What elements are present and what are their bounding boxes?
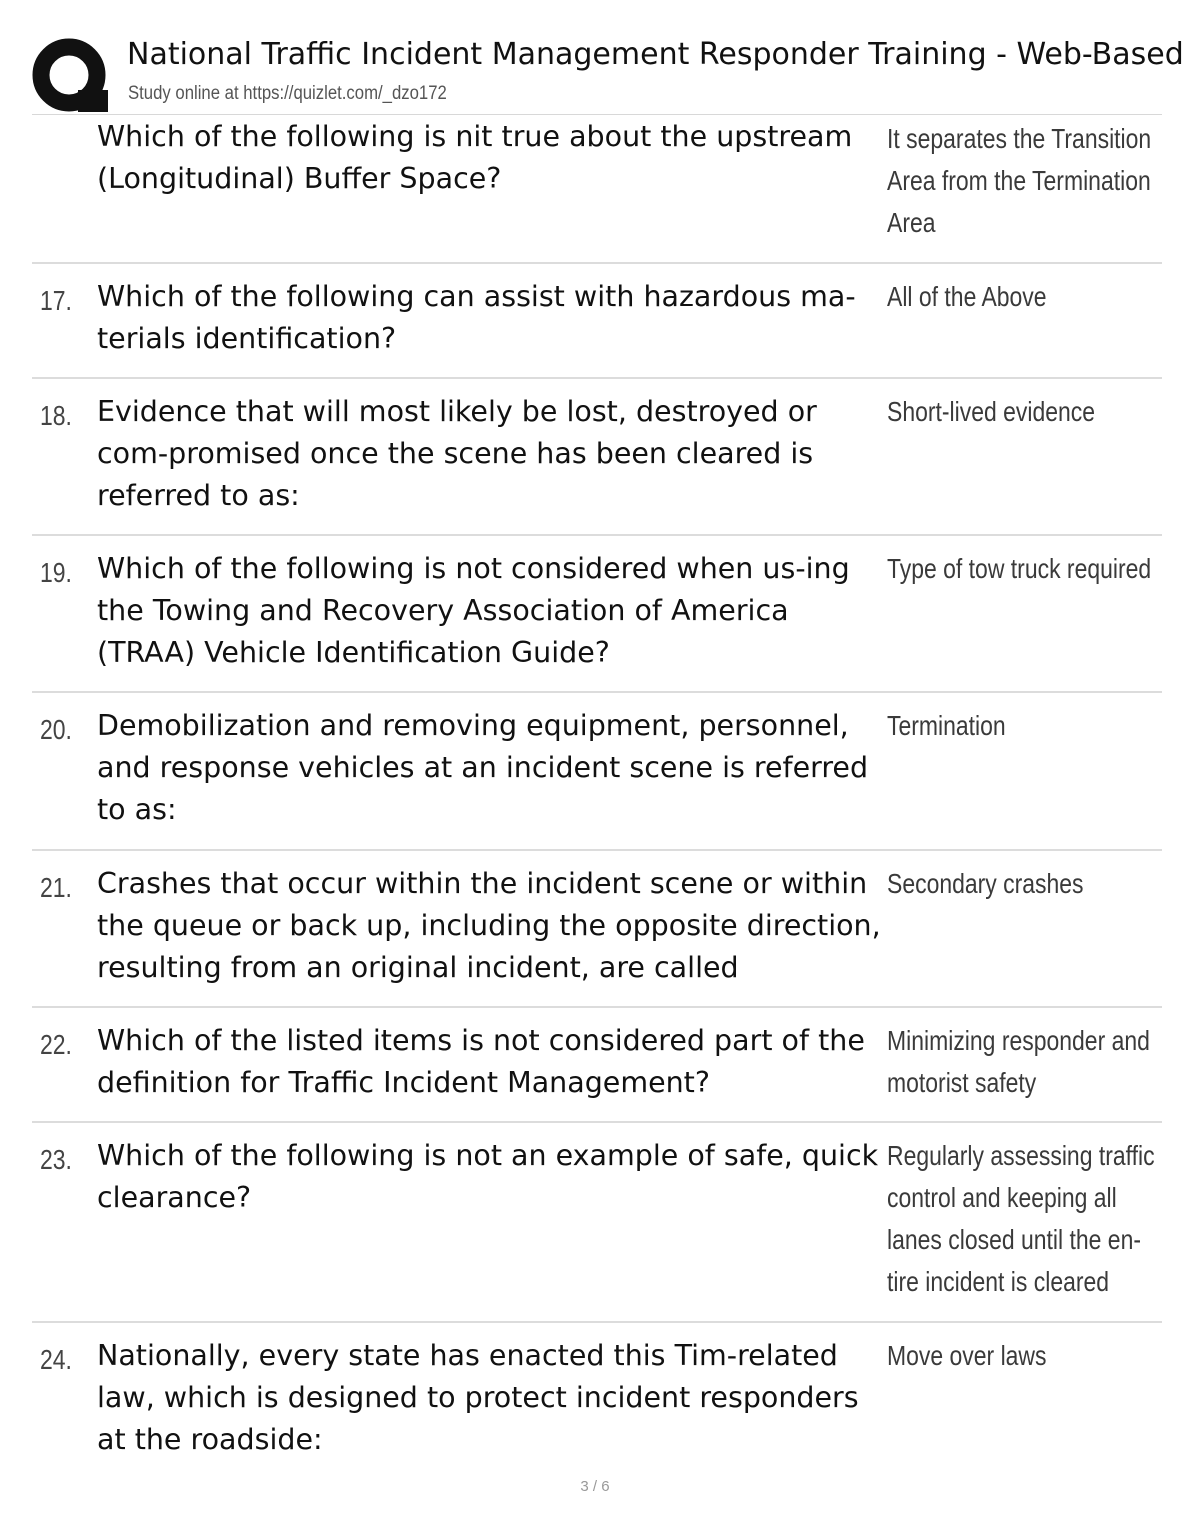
flashcard bbox=[32, 693, 1162, 851]
page-header bbox=[30, 30, 1184, 112]
card-answer bbox=[887, 863, 1162, 905]
card-question: Which of the listed items is not considered part of the definition for Traffic Incident Management? bbox=[97, 1024, 865, 1099]
flashcard bbox=[32, 379, 1162, 536]
flashcard bbox=[32, 1008, 1162, 1123]
flashcard bbox=[32, 1123, 1162, 1323]
answer-line: tire incident is cleared bbox=[887, 1266, 1110, 1297]
card-question: Demobilization and removing equipment, personnel, and response vehicles at an incident scene is referred to as: bbox=[97, 709, 869, 826]
card-question: Which of the following can assist with hazardous ma-terials identification? bbox=[97, 280, 856, 355]
answer-line: It separates the Transition bbox=[887, 123, 1152, 154]
flashcard-list bbox=[32, 115, 1162, 1473]
card-number: 20. bbox=[40, 714, 72, 745]
flashcard bbox=[32, 851, 1162, 1008]
answer-line: Minimizing responder and bbox=[887, 1025, 1150, 1056]
answer-line: Secondary crashes bbox=[887, 868, 1084, 899]
answer-line: Termination bbox=[887, 710, 1006, 741]
card-number: 17. bbox=[40, 285, 72, 316]
document-title: National Traffic Incident Management Responder Training - Web-Based bbox=[127, 37, 1184, 72]
card-answer bbox=[887, 1020, 1162, 1104]
card-answer bbox=[887, 548, 1162, 590]
study-online-link[interactable]: Study online at https://quizlet.com/_dzo172 bbox=[128, 83, 447, 104]
card-question: Evidence that will most likely be lost, destroyed or com-promised once the scene has been cleared is referred to as: bbox=[97, 395, 817, 512]
card-answer bbox=[887, 1135, 1162, 1303]
card-number: 18. bbox=[40, 400, 72, 431]
answer-line: motorist safety bbox=[887, 1067, 1037, 1098]
card-answer bbox=[887, 1335, 1162, 1377]
card-question: Which of the following is not considered when us-ing the Towing and Recovery Association of America (TRAA) Vehicle Identification Guide? bbox=[97, 552, 850, 669]
flashcard bbox=[32, 115, 1162, 264]
answer-line: lanes closed until the en- bbox=[887, 1224, 1141, 1255]
card-number: 23. bbox=[40, 1144, 72, 1175]
card-question: Which of the following is nit true about the upstream (Longitudinal) Buffer Space? bbox=[97, 120, 853, 195]
card-number: 22. bbox=[40, 1029, 72, 1060]
flashcard bbox=[32, 536, 1162, 693]
answer-line: Regularly assessing traffic bbox=[887, 1140, 1155, 1171]
answer-line: All of the Above bbox=[887, 281, 1047, 312]
answer-line: Area from the Termination bbox=[887, 165, 1151, 196]
card-number: 19. bbox=[40, 557, 72, 588]
flashcard bbox=[32, 1323, 1162, 1473]
card-number: 21. bbox=[40, 872, 72, 903]
answer-line: Area bbox=[887, 207, 936, 238]
card-answer bbox=[887, 276, 1162, 318]
card-question: Nationally, every state has enacted this Tim-related law, which is designed to protect incident responders at the roadside: bbox=[97, 1339, 859, 1456]
quizlet-logo-icon bbox=[32, 38, 110, 116]
answer-line: Type of tow truck required bbox=[887, 553, 1152, 584]
card-number: 24. bbox=[40, 1344, 72, 1375]
answer-line: Move over laws bbox=[887, 1340, 1047, 1371]
answer-line: control and keeping all bbox=[887, 1182, 1117, 1213]
card-answer bbox=[887, 391, 1162, 433]
answer-line: Short-lived evidence bbox=[887, 396, 1096, 427]
card-question: Which of the following is not an example of safe, quick clearance? bbox=[97, 1139, 879, 1214]
card-answer bbox=[887, 118, 1162, 244]
page-number: 3 / 6 bbox=[580, 1478, 610, 1495]
flashcard bbox=[32, 264, 1162, 379]
card-question: Crashes that occur within the incident scene or within the queue or back up, including the opposite direction, resulting from an original incident, are called bbox=[97, 867, 881, 984]
card-answer bbox=[887, 705, 1162, 747]
